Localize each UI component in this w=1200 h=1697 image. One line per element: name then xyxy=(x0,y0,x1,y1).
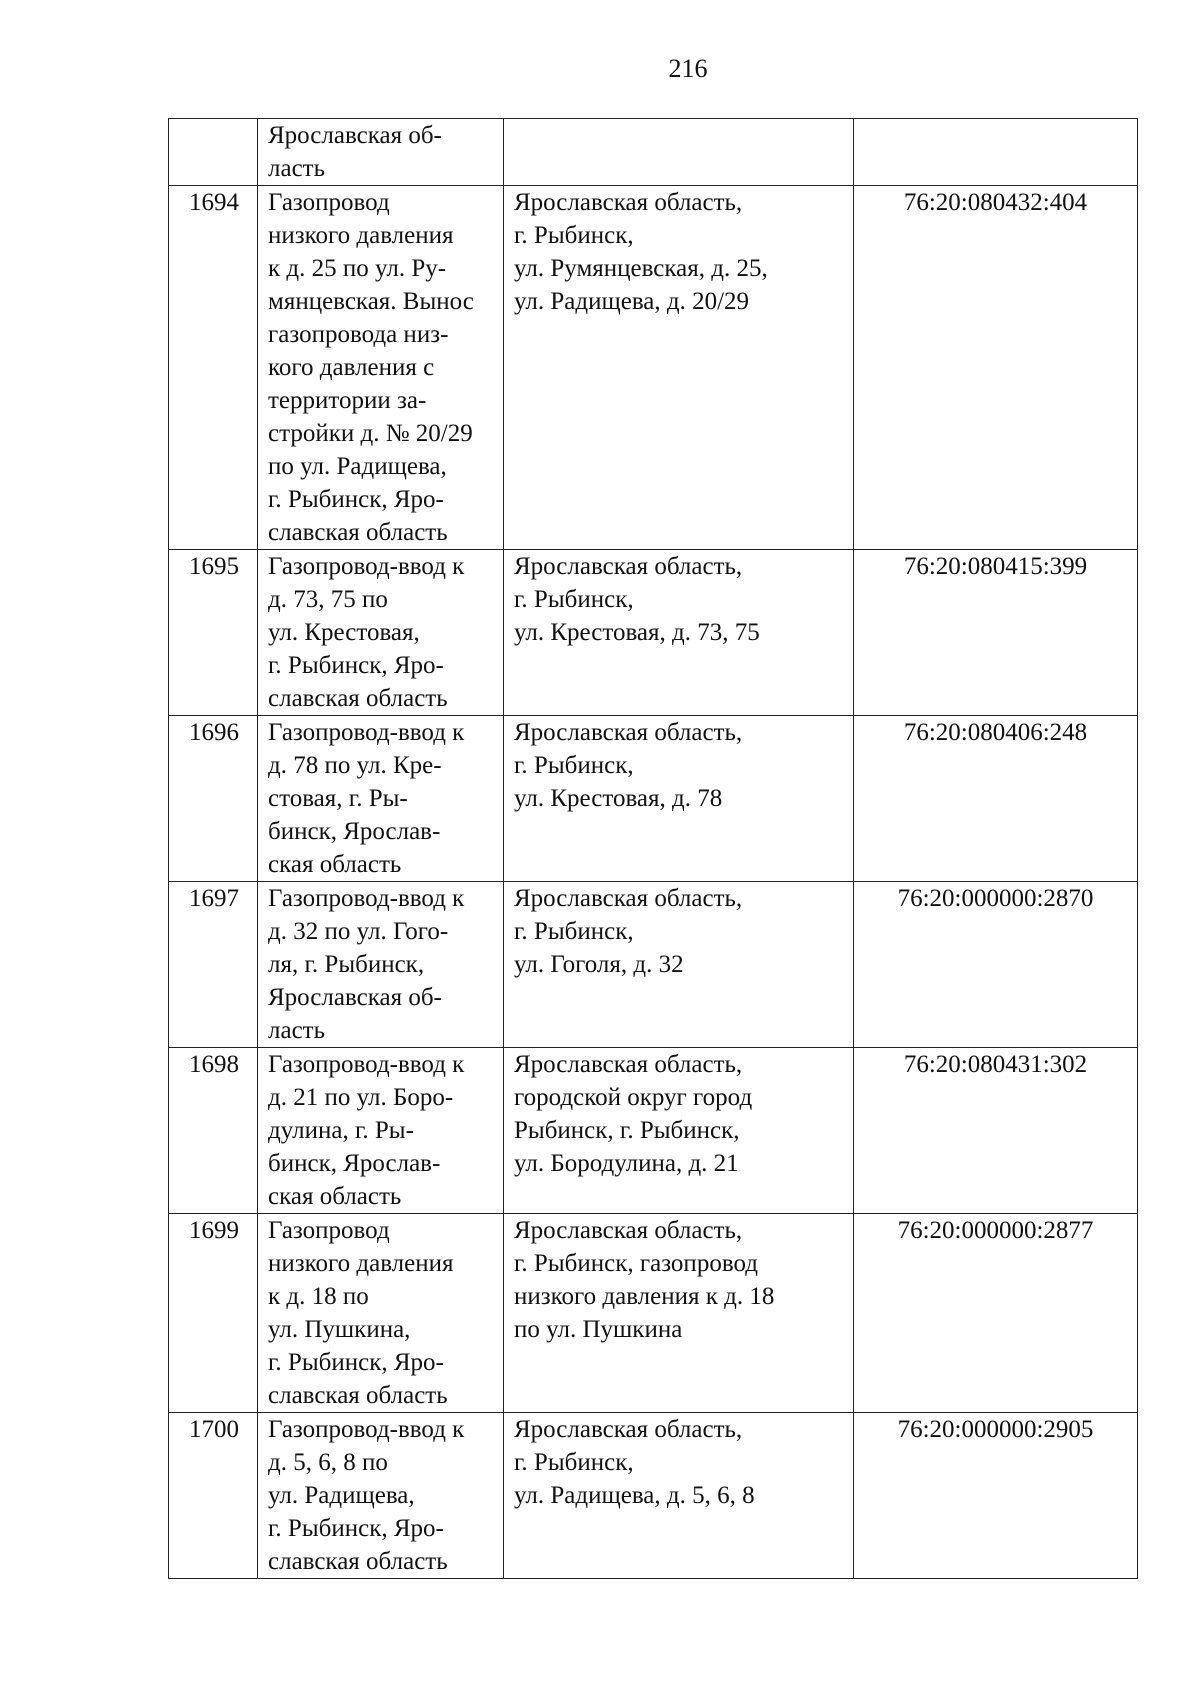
object-address: Ярославская область, г. Рыбинск, ул. Крестовая, д. 78 xyxy=(504,716,854,882)
object-address: Ярославская область, г. Рыбинск, ул. Гоголя, д. 32 xyxy=(504,882,854,1048)
object-name: Газопровод-ввод к д. 21 по ул. Боро- дулина, г. Ры- бинск, Ярослав- ская область xyxy=(258,1048,504,1214)
cadastral-number: 76:20:080431:302 xyxy=(854,1048,1138,1214)
cadastral-number: 76:20:000000:2877 xyxy=(854,1214,1138,1413)
cadastral-number: 76:20:000000:2905 xyxy=(854,1413,1138,1579)
table-row xyxy=(169,1214,1138,1413)
object-address: Ярославская область, г. Рыбинск, ул. Крестовая, д. 73, 75 xyxy=(504,550,854,716)
registry-table xyxy=(168,118,1138,1579)
table-row xyxy=(169,1048,1138,1214)
page-number: 216 xyxy=(668,54,708,83)
object-name: Ярославская об- ласть xyxy=(258,119,504,186)
table-row xyxy=(169,550,1138,716)
row-number: 1698 xyxy=(169,1048,258,1214)
cadastral-number: 76:20:080406:248 xyxy=(854,716,1138,882)
object-address: Ярославская область, г. Рыбинск, ул. Радищева, д. 5, 6, 8 xyxy=(504,1413,854,1579)
object-name: Газопровод низкого давления к д. 25 по ул. Ру- мянцевская. Вынос газопровода низ- кого давления с территории за- стройки д. № 20/29 по ул. Радищева, г. Рыбинск, Яро- славская область xyxy=(258,186,504,550)
cadastral-number xyxy=(854,119,1138,186)
cadastral-number: 76:20:080415:399 xyxy=(854,550,1138,716)
row-number: 1696 xyxy=(169,716,258,882)
table-row xyxy=(169,119,1138,186)
row-number: 1697 xyxy=(169,882,258,1048)
object-name: Газопровод низкого давления к д. 18 по ул. Пушкина, г. Рыбинск, Яро- славская область xyxy=(258,1214,504,1413)
table-row xyxy=(169,1413,1138,1579)
table-row xyxy=(169,882,1138,1048)
table-row xyxy=(169,716,1138,882)
object-address xyxy=(504,119,854,186)
object-name: Газопровод-ввод к д. 5, 6, 8 по ул. Радищева, г. Рыбинск, Яро- славская область xyxy=(258,1413,504,1579)
row-number: 1695 xyxy=(169,550,258,716)
object-name: Газопровод-ввод к д. 73, 75 по ул. Крестовая, г. Рыбинск, Яро- славская область xyxy=(258,550,504,716)
object-address: Ярославская область, г. Рыбинск, газопровод низкого давления к д. 18 по ул. Пушкина xyxy=(504,1214,854,1413)
object-name: Газопровод-ввод к д. 32 по ул. Гого- ля, г. Рыбинск, Ярославская об- ласть xyxy=(258,882,504,1048)
object-address: Ярославская область, городской округ город Рыбинск, г. Рыбинск, ул. Бородулина, д. 21 xyxy=(504,1048,854,1214)
row-number: 1699 xyxy=(169,1214,258,1413)
object-address: Ярославская область, г. Рыбинск, ул. Румянцевская, д. 25, ул. Радищева, д. 20/29 xyxy=(504,186,854,550)
row-number: 1694 xyxy=(169,186,258,550)
row-number xyxy=(169,119,258,186)
row-number: 1700 xyxy=(169,1413,258,1579)
cadastral-number: 76:20:000000:2870 xyxy=(854,882,1138,1048)
cadastral-number: 76:20:080432:404 xyxy=(854,186,1138,550)
table-row xyxy=(169,186,1138,550)
object-name: Газопровод-ввод к д. 78 по ул. Кре- стовая, г. Ры- бинск, Ярослав- ская область xyxy=(258,716,504,882)
